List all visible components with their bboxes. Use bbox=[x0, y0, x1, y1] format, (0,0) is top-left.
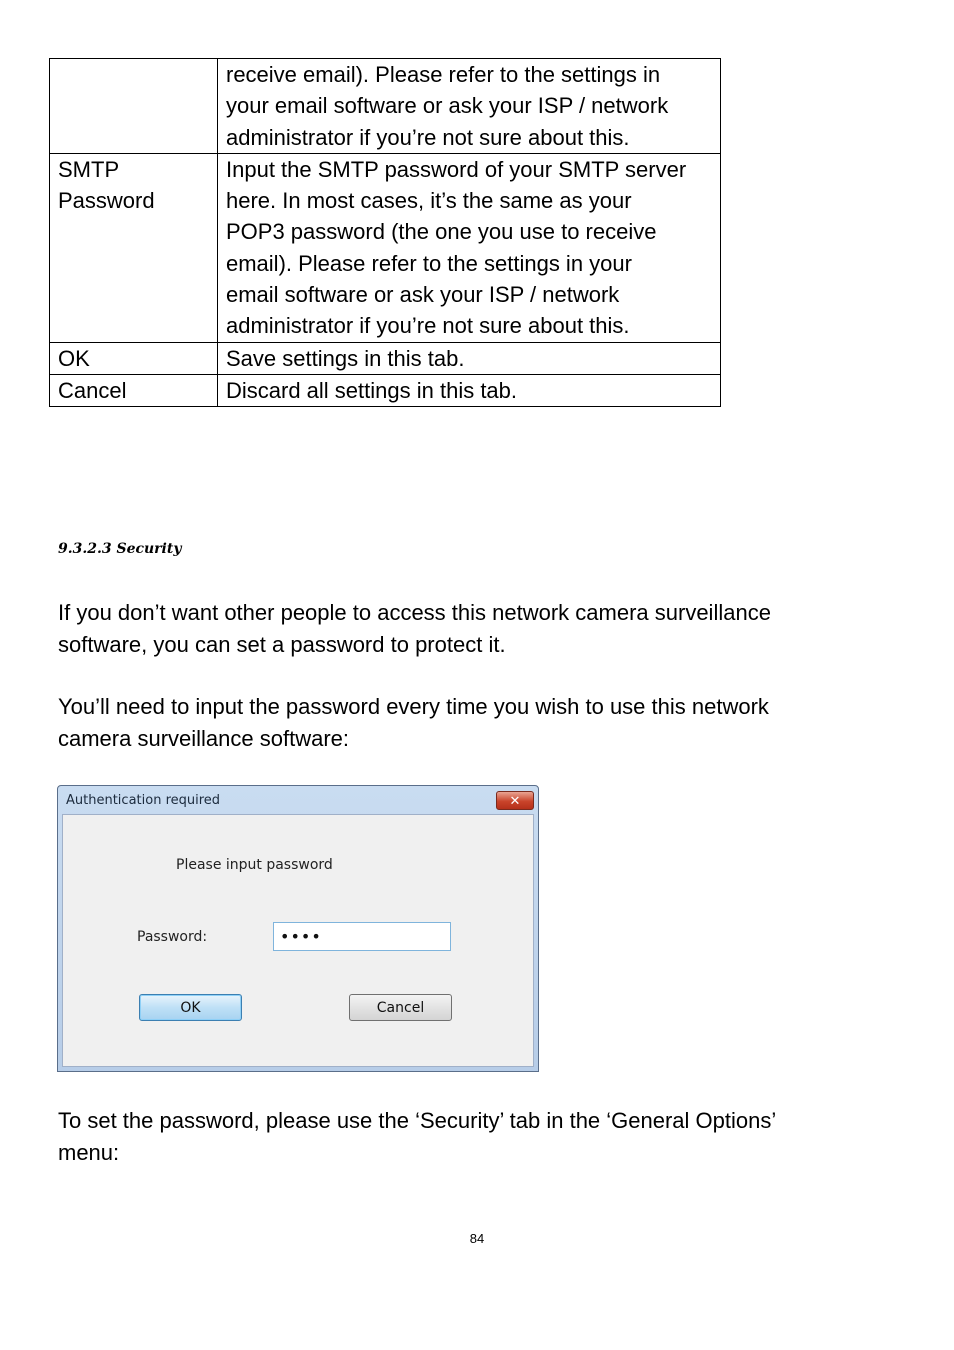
close-button[interactable] bbox=[496, 791, 534, 810]
table-cell-description bbox=[218, 59, 721, 154]
table-row bbox=[50, 59, 721, 154]
password-prompt: Please input password bbox=[176, 857, 333, 873]
description-line: administrator if you’re not sure about this. bbox=[226, 124, 630, 150]
description-line: POP3 password (the one you use to receive bbox=[226, 219, 657, 245]
table-cell-description bbox=[218, 153, 721, 342]
ok-button[interactable]: OK bbox=[139, 994, 242, 1021]
dialog-body bbox=[62, 814, 534, 1067]
table-row bbox=[50, 153, 721, 342]
paragraph-line: If you don’t want other people to access this network camera surveillance bbox=[58, 600, 771, 625]
paragraph-line: menu: bbox=[58, 1139, 120, 1165]
password-input[interactable] bbox=[273, 922, 451, 951]
page-number: 84 bbox=[469, 1231, 485, 1246]
table-cell-description: Discard all settings in this tab. bbox=[218, 374, 721, 406]
description-line: email software or ask your ISP / network bbox=[226, 282, 620, 308]
paragraph-line: camera surveillance software: bbox=[58, 725, 350, 751]
description-line: your email software or ask your ISP / network bbox=[226, 93, 669, 119]
term-line: SMTP bbox=[58, 156, 120, 182]
cancel-button[interactable]: Cancel bbox=[349, 994, 452, 1021]
paragraph-line: To set the password, please use the ‘Security’ tab in the ‘General Options’ bbox=[58, 1108, 777, 1133]
password-label: Password: bbox=[137, 929, 208, 945]
table-cell-term: OK bbox=[50, 342, 218, 374]
paragraph-set-password bbox=[58, 1105, 858, 1168]
table-cell-term bbox=[50, 153, 218, 342]
description-line: here. In most cases, it’s the same as your bbox=[226, 188, 632, 214]
paragraph-password-usage bbox=[58, 691, 858, 754]
dialog-title: Authentication required bbox=[66, 793, 221, 808]
dialog-titlebar[interactable] bbox=[58, 786, 538, 814]
table-row bbox=[50, 342, 721, 374]
paragraph-line: You’ll need to input the password every time you wish to use this network bbox=[58, 694, 769, 719]
table-cell-term: Cancel bbox=[50, 374, 218, 406]
description-table bbox=[49, 58, 721, 407]
table-cell-description: Save settings in this tab. bbox=[218, 342, 721, 374]
description-line: email). Please refer to the settings in your bbox=[226, 250, 632, 276]
description-line: administrator if you’re not sure about this. bbox=[226, 313, 630, 339]
authentication-dialog bbox=[57, 785, 539, 1072]
paragraph-intro bbox=[58, 597, 858, 660]
table-row bbox=[50, 374, 721, 406]
description-line: receive email). Please refer to the settings in bbox=[226, 62, 661, 87]
paragraph-line: software, you can set a password to protect it. bbox=[58, 631, 506, 657]
section-heading: 9.3.2.3 Security bbox=[58, 541, 182, 557]
description-line: Input the SMTP password of your SMTP server bbox=[226, 156, 687, 182]
table-cell-term bbox=[50, 59, 218, 154]
term-line: Password bbox=[58, 188, 155, 214]
close-icon: ✕ bbox=[509, 792, 521, 808]
